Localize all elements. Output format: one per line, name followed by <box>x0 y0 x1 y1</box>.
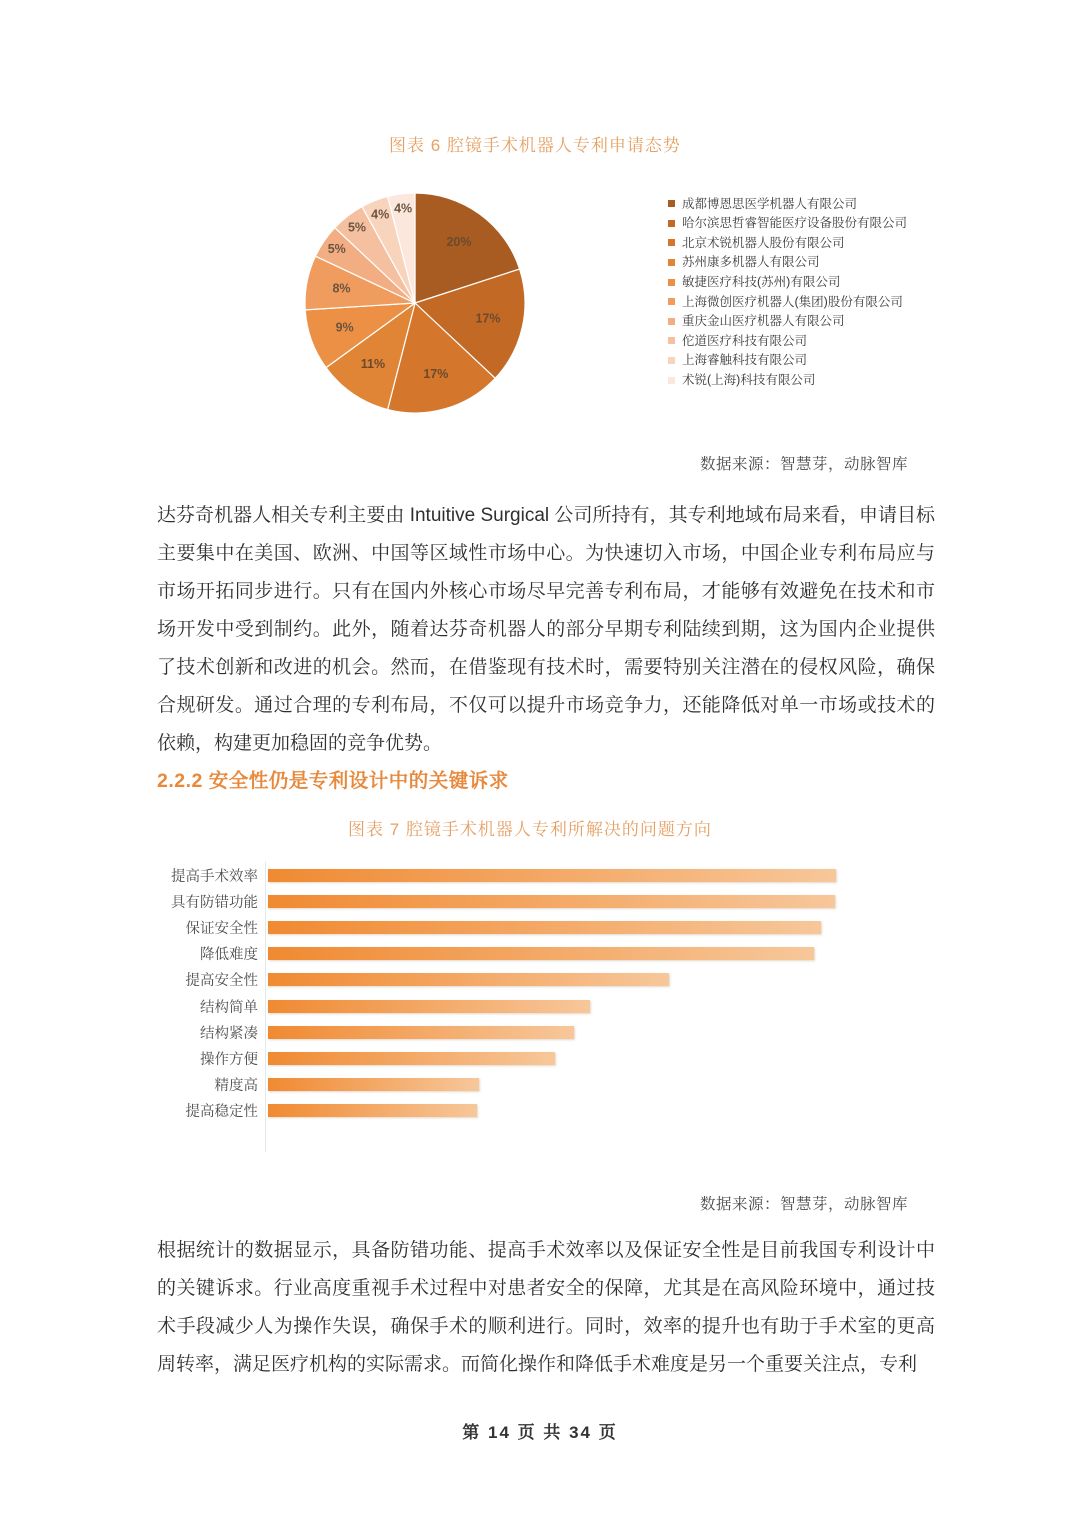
pie-slice-value-label: 9% <box>335 320 354 335</box>
bar-fill <box>268 973 669 986</box>
pie-slice-value-label: 11% <box>360 357 386 372</box>
bar-chart-row <box>150 1045 940 1071</box>
bar-track <box>268 888 940 914</box>
legend-item <box>668 331 943 351</box>
legend-item <box>668 214 943 234</box>
bar-track <box>268 967 940 993</box>
legend-item-label: 成都博恩思医学机器人有限公司 <box>682 196 858 211</box>
page-footer: 第 14 页 共 34 页 <box>462 1423 618 1442</box>
bar-category-label: 具有防错功能 <box>171 894 258 911</box>
pie-chart-svg <box>300 188 530 418</box>
legend-item <box>668 292 943 312</box>
bar-category-label: 降低难度 <box>200 947 258 964</box>
legend-swatch-icon <box>668 200 675 207</box>
bar-fill <box>268 869 836 882</box>
bar-category-label: 操作方便 <box>200 1051 258 1068</box>
legend-swatch-icon <box>668 357 675 364</box>
bar-fill <box>268 1026 574 1039</box>
legend-swatch-icon <box>668 318 675 325</box>
legend-item-label: 北京术锐机器人股份有限公司 <box>682 235 845 250</box>
legend-swatch-icon <box>668 279 675 286</box>
legend-item-label: 上海睿触科技有限公司 <box>682 353 808 368</box>
bar-fill <box>268 1104 477 1117</box>
legend-swatch-icon <box>668 377 675 384</box>
legend-item-label: 佗道医疗科技有限公司 <box>682 333 808 348</box>
bar-fill <box>268 1052 555 1065</box>
bar-track <box>268 1019 940 1045</box>
figure-7-caption: 图表 7 腔镜手术机器人专利所解决的问题方向 <box>348 820 712 839</box>
body-paragraph-2: 根据统计的数据显示，具备防错功能、提高手术效率以及保证安全性是目前我国专利设计中的关键诉求。行业高度重视手术过程中对患者安全的保障，尤其是在高风险环境中，通过技术手段减少人为操作失误，确保手术的顺利进行。同时，效率的提升也有助于手术室的更高周转率，满足医疗机构的实际需求。而简化操作和降低手术难度是另一个重要关注点，专利 <box>157 1240 935 1375</box>
legend-item-label: 上海微创医疗机器人(集团)股份有限公司 <box>682 294 903 309</box>
bar-chart-rows <box>150 862 940 1124</box>
legend-item <box>668 351 943 371</box>
legend-swatch-icon <box>668 298 675 305</box>
bar-chart-row <box>150 941 940 967</box>
bar-fill <box>268 947 814 960</box>
bar-fill <box>268 921 821 934</box>
legend-item <box>668 253 943 273</box>
bar-chart-row <box>150 888 940 914</box>
pie-chart-legend <box>668 194 943 390</box>
bar-track <box>268 993 940 1019</box>
bar-chart-row <box>150 993 940 1019</box>
bar-chart-row <box>150 1019 940 1045</box>
bar-fill <box>268 895 835 908</box>
bar-track <box>268 1072 940 1098</box>
bar-category-label: 提高手术效率 <box>171 868 258 885</box>
legend-item-label: 敏捷医疗科技(苏州)有限公司 <box>682 274 841 289</box>
pie-slices <box>305 193 525 413</box>
pie-slice-value-label: 17% <box>475 311 501 326</box>
legend-item <box>668 233 943 253</box>
bar-track <box>268 1098 940 1124</box>
bar-fill <box>268 1000 590 1013</box>
legend-item <box>668 312 943 332</box>
bar-category-label: 结构简单 <box>200 999 258 1016</box>
legend-item <box>668 194 943 214</box>
legend-swatch-icon <box>668 337 675 344</box>
bar-chart-row <box>150 914 940 940</box>
legend-swatch-icon <box>668 220 675 227</box>
legend-swatch-icon <box>668 239 675 246</box>
pie-slice-value-label: 5% <box>347 220 367 235</box>
section-heading-2-2-2: 2.2.2 安全性仍是专利设计中的关键诉求 <box>157 770 509 792</box>
bar-track <box>268 1045 940 1071</box>
bar-track <box>268 914 940 940</box>
bar-track <box>268 862 940 888</box>
figure-6-pie-chart <box>150 170 940 420</box>
figure-6-caption: 图表 6 腔镜手术机器人专利申请态势 <box>389 136 681 155</box>
legend-item <box>668 272 943 292</box>
bar-chart-row <box>150 1072 940 1098</box>
pie-slice-value-label: 20% <box>446 234 472 249</box>
bar-fill <box>268 1078 479 1091</box>
figure-7-source-note: 数据来源：智慧芽，动脉智库 <box>700 1196 909 1213</box>
bar-category-label: 保证安全性 <box>185 920 258 937</box>
legend-swatch-icon <box>668 259 675 266</box>
pie-slice-value-label: 17% <box>423 367 449 382</box>
figure-7-bar-chart <box>150 862 940 1152</box>
legend-item-label: 哈尔滨思哲睿智能医疗设备股份有限公司 <box>682 216 908 231</box>
pie-slice-value-label: 8% <box>332 281 351 296</box>
bar-chart-row <box>150 967 940 993</box>
bar-category-label: 精度高 <box>214 1078 258 1095</box>
legend-item-label: 术锐(上海)科技有限公司 <box>682 372 816 387</box>
body-paragraph-1: 达芬奇机器人相关专利主要由 Intuitive Surgical 公司所持有，其专利地域布局来看，申请目标主要集中在美国、欧洲、中国等区域性市场中心。为快速切入市场，中国企业专利布局应与市场开拓同步进行。只有在国内外核心市场尽早完善专利布局，才能够有效避免在技术和市场开发中受到制约。此外，随着达芬奇机器人的部分早期专利陆续到期，这为国内企业提供了技术创新和改进的机会。然而，在借鉴现有技术时，需要特别关注潜在的侵权风险，确保合规研发。通过合理的专利布局，不仅可以提升市场竞争力，还能降低对单一市场或技术的依赖，构建更加稳固的竞争优势。 <box>157 505 935 754</box>
legend-item-label: 重庆金山医疗机器人有限公司 <box>682 314 845 329</box>
bar-chart-row <box>150 1098 940 1124</box>
bar-category-label: 提高稳定性 <box>185 1104 258 1121</box>
bar-category-label: 提高安全性 <box>185 973 258 990</box>
legend-item <box>668 370 943 390</box>
pie-slice-value-label: 4% <box>371 207 390 222</box>
bar-category-label: 结构紧凑 <box>200 1025 258 1042</box>
figure-6-source-note: 数据来源：智慧芽，动脉智库 <box>700 456 909 473</box>
pie-slice-value-label: 4% <box>394 201 413 216</box>
pie-slice-value-label: 5% <box>327 242 346 257</box>
legend-item-label: 苏州康多机器人有限公司 <box>682 255 820 270</box>
bar-chart-row <box>150 862 940 888</box>
bar-track <box>268 941 940 967</box>
